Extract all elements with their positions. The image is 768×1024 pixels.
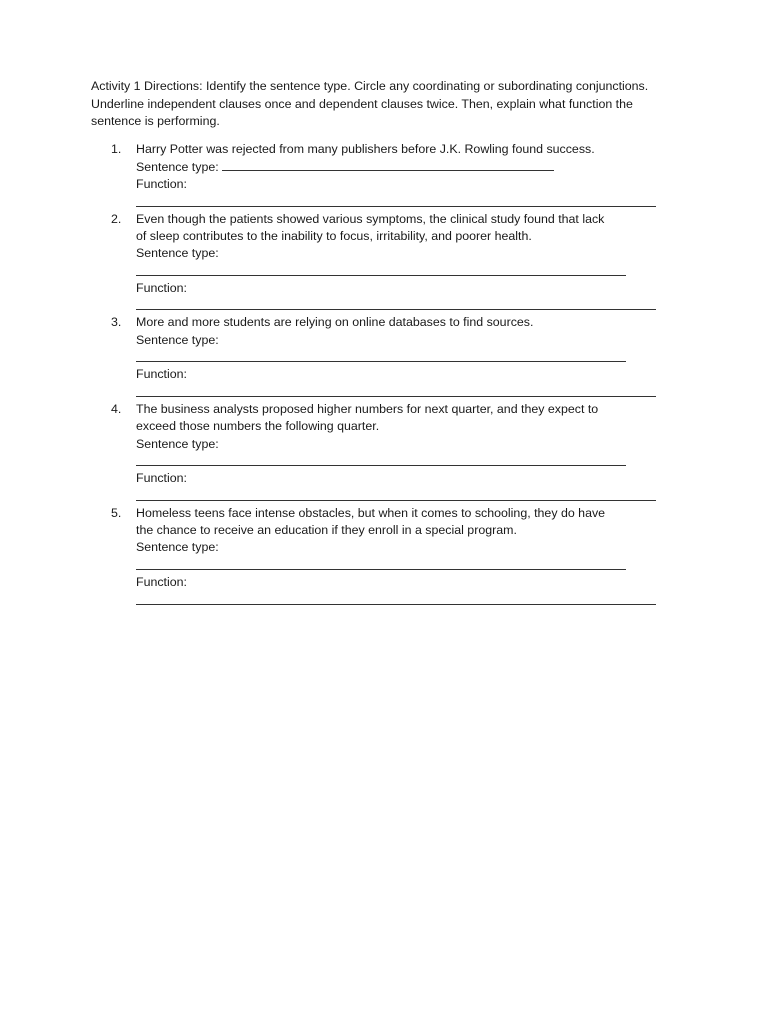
function-label: Function:: [136, 177, 187, 192]
worksheet-page: [91, 78, 681, 609]
sentence-type-answer-line[interactable]: [222, 158, 554, 171]
sentence-type-label: Sentence type:: [136, 540, 219, 555]
question-sentence-line: exceed those numbers the following quarter.: [136, 419, 380, 434]
function-answer-line[interactable]: [136, 297, 681, 314]
function-label: Function:: [136, 367, 187, 382]
question-item: [91, 141, 681, 211]
question-sentence-line: of sleep contributes to the inability to focus, irritability, and poorer health.: [136, 228, 532, 243]
sentence-type-label: Sentence type:: [136, 332, 219, 347]
question-sentence-line: The business analysts proposed higher numbers for next quarter, and they expect to: [136, 401, 599, 416]
function-answer-line[interactable]: [136, 384, 681, 401]
sentence-type-label: Sentence type:: [136, 159, 219, 174]
sentence-type-answer-line[interactable]: [136, 557, 681, 574]
question-item: [91, 314, 681, 400]
question-list: [91, 141, 681, 609]
question-item: [91, 505, 681, 609]
question-number: 5.: [111, 505, 122, 520]
sentence-type-answer-line[interactable]: [136, 349, 681, 366]
function-label: Function:: [136, 574, 187, 589]
question-sentence-line: More and more students are relying on online databases to find sources.: [136, 315, 534, 330]
function-label: Function:: [136, 280, 187, 295]
activity-directions: Activity 1 Directions: Identify the sentence type. Circle any coordinating or subordinating conjunctions. Underline independent clauses once and dependent clauses twice. Then, explain what function the sentence is performing.: [91, 79, 649, 128]
function-answer-line[interactable]: [136, 487, 681, 504]
function-answer-line[interactable]: [136, 193, 681, 210]
question-item: [91, 211, 681, 315]
question-sentence-line: Homeless teens face intense obstacles, but when it comes to schooling, they do have: [136, 505, 606, 520]
question-number: 4.: [111, 401, 122, 416]
question-sentence-line: the chance to receive an education if they enroll in a special program.: [136, 523, 517, 538]
function-answer-line[interactable]: [136, 591, 681, 608]
function-label: Function:: [136, 471, 187, 486]
question-number: 3.: [111, 315, 122, 330]
question-sentence-line: Harry Potter was rejected from many publishers before J.K. Rowling found success.: [136, 141, 595, 156]
sentence-type-label: Sentence type:: [136, 436, 219, 451]
sentence-type-label: Sentence type:: [136, 246, 219, 261]
question-item: [91, 401, 681, 505]
question-number: 2.: [111, 211, 122, 226]
question-sentence-line: Even though the patients showed various symptoms, the clinical study found that lack: [136, 211, 605, 226]
sentence-type-answer-line[interactable]: [136, 263, 681, 280]
sentence-type-row: [136, 158, 681, 176]
sentence-type-answer-line[interactable]: [136, 453, 681, 470]
question-number: 1.: [111, 141, 122, 156]
